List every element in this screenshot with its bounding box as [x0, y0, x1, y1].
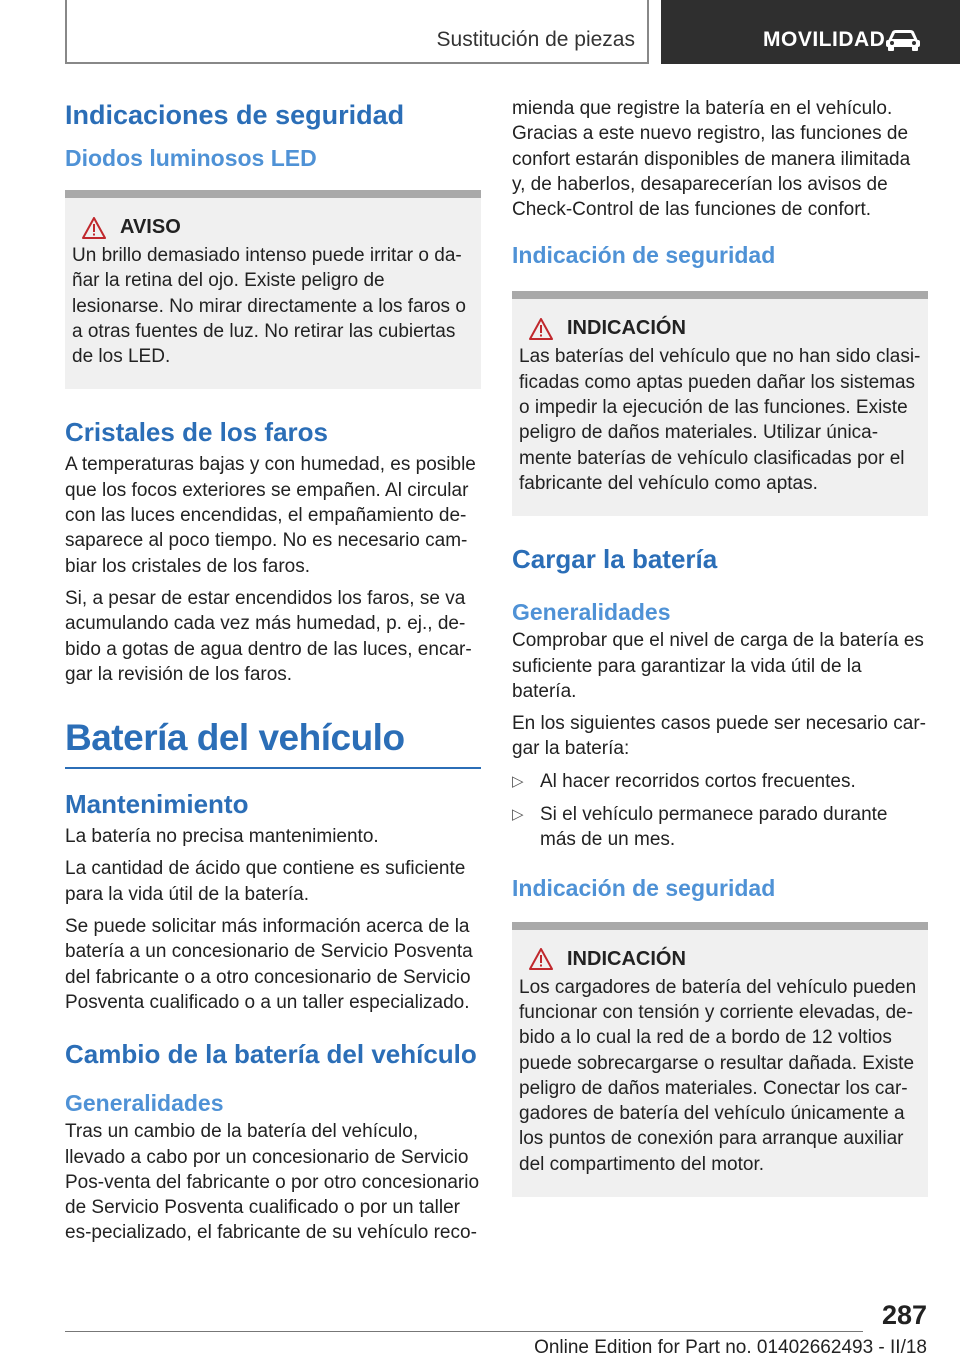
heading-safety: Indicaciones de seguridad — [65, 100, 405, 130]
right-column — [512, 96, 928, 1225]
heading-maintenance: Mantenimiento — [65, 789, 249, 820]
page-header — [0, 0, 960, 66]
page-number: 287 — [881, 1300, 927, 1330]
footer-edition: Online Edition for Part no. 01402662493 - II/18 — [534, 1337, 927, 1358]
notice-indication — [512, 922, 928, 1197]
heading-charge-battery: Cargar la batería — [512, 544, 718, 575]
header-chapter-title: MOVILIDAD — [763, 28, 886, 51]
paragraph: A temperaturas bajas y con humedad, es posible que los focos exteriores se empañen. Al circular con las luces encendidas, el empañamiento de-saparece al poco tiempo. No es necesario cam-biar los cristales de los faros. — [65, 454, 476, 577]
notice-text: Los cargadores de batería del vehículo pueden funcionar con tensión y corriente elevadas, de-bido a lo cual la red de a bordo de 12 voltios puede sobrecargarse o resultar dañada. Existe peligro de daños materiales. Conectar los car-gadores de batería del vehículo únicamente a los puntos de conexión para arranque auxiliar del compartimento del motor. — [519, 976, 917, 1175]
notice-title: INDICACIÓN — [567, 317, 686, 340]
bullet-list — [512, 769, 928, 853]
footer-rule — [65, 1331, 863, 1332]
paragraph: La cantidad de ácido que contiene es suficiente para la vida útil de la batería. — [65, 858, 466, 905]
heading-rule — [65, 767, 481, 769]
list-item-text: Al hacer recorridos cortos frecuentes. — [540, 770, 856, 792]
heading-general: Generalidades — [512, 599, 671, 626]
list-item — [512, 769, 928, 794]
notice-title: INDICACIÓN — [567, 947, 686, 970]
list-item-text: Si el vehículo permanece parado durante más de un mes. — [540, 804, 888, 851]
header-section-title: Sustitución de piezas — [436, 28, 635, 51]
paragraph: Si, a pesar de estar encendidos los faros, se va acumulando cada vez más humedad, p. ej., de-bido a gotas de agua dentro de las luces, encar-gar la revisión de los faros. — [65, 587, 472, 685]
notice-text: Un brillo demasiado intenso puede irritar o da-ñar la retina del ojo. Existe peligro de lesionarse. No mirar directamente a los faros o a otras fuentes de luz. No retirar las cubiertas de los LED. — [72, 245, 466, 368]
header-section-box — [65, 0, 649, 64]
paragraph: En los siguientes casos puede ser necesario car-gar la batería: — [512, 713, 927, 760]
notice-indication — [512, 291, 928, 516]
heading-vehicle-battery: Batería del vehículo — [65, 717, 405, 759]
paragraph: Comprobar que el nivel de carga de la batería es suficiente para garantizar la vida útil de la batería. — [512, 630, 924, 702]
warning-triangle-icon — [529, 948, 553, 970]
bullet-triangle-icon: ▷ — [512, 806, 524, 824]
heading-safety-note-1: Indicación de seguridad — [512, 242, 776, 269]
paragraph: Se puede solicitar más información acerca de la batería a un concesionario de Servicio Posventa del fabricante o a otro concesionario de Servicio Posventa cualificado o a un taller especializado. — [65, 916, 473, 1013]
notice-warning — [65, 190, 481, 389]
header-chapter-box — [661, 0, 960, 64]
warning-triangle-icon — [529, 318, 553, 340]
car-icon — [884, 27, 922, 51]
notice-text: Las baterías del vehículo que no han sido clasi-ficadas como aptas pueden dañar los sistemas o impedir la ejecución de las funciones. Existe peligro de daños materiales. Utilizar única-mente baterías de vehículo clasificadas por el fabricante del vehículo como aptas. — [519, 346, 921, 494]
heading-safety-note-2: Indicación de seguridad — [512, 874, 776, 901]
paragraph: Tras un cambio de la batería del vehículo, llevado a cabo por un concesionario de Servicio Pos-venta del fabricante o por otro concesionario de Servicio Posventa cualificado o por un taller es-pecializado, el fabricante de su vehículo reco- — [65, 1121, 480, 1244]
left-column — [65, 100, 481, 1253]
heading-headlight-glass: Cristales de los faros — [65, 417, 328, 448]
paragraph: La batería no precisa mantenimiento. — [65, 826, 379, 848]
bullet-triangle-icon: ▷ — [512, 772, 524, 790]
list-item — [512, 802, 928, 853]
paragraph: mienda que registre la batería en el vehículo. Gracias a este nuevo registro, las funciones de confort estarán disponibles de manera ilimitada y, de haberlos, desaparecerían los avisos de Check-Control de las funciones de confort. — [512, 98, 911, 221]
heading-led: Diodos luminosos LED — [65, 145, 317, 171]
notice-title: AVISO — [120, 216, 181, 238]
heading-battery-change: Cambio de la batería del vehículo — [65, 1039, 477, 1070]
warning-triangle-icon — [82, 217, 106, 239]
heading-general: Generalidades — [65, 1090, 224, 1117]
